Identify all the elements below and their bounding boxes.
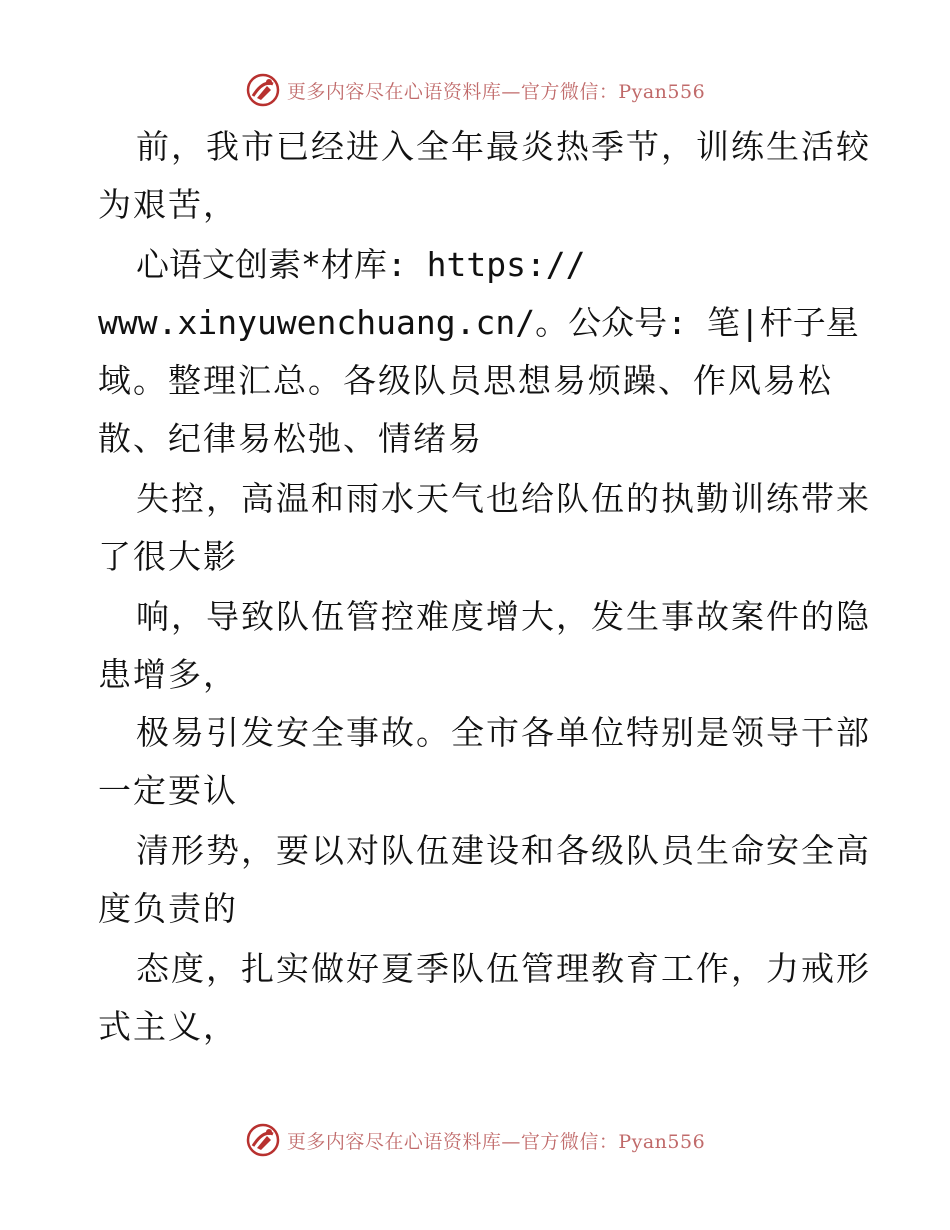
header-banner-text: 更多内容尽在心语资料库—官方微信：Pyan556 — [286, 80, 706, 103]
paragraph-line: 式主义， — [98, 1007, 238, 1046]
paragraph-line: 响，导致队伍管控难度增大，发生事故案件的隐 — [136, 597, 871, 636]
dictionary-logo-icon — [245, 72, 281, 108]
paragraph-line: 前，我市已经进入全年最炎热季节，训练生活较 — [136, 127, 871, 166]
paragraph-line: 心语文创素*材库: https:// — [136, 245, 586, 284]
footer-banner — [0, 1118, 950, 1162]
dictionary-logo-icon — [245, 1122, 281, 1158]
header-banner — [0, 68, 950, 112]
footer-banner-text: 更多内容尽在心语资料库—官方微信：Pyan556 — [286, 1130, 706, 1153]
paragraph-line: 为艰苦， — [98, 185, 238, 224]
paragraph-line: 了很大影 — [98, 537, 238, 576]
paragraph-line: 度负责的 — [98, 889, 238, 928]
paragraph-line: 清形势，要以对队伍建设和各级队员生命安全高 — [136, 831, 871, 870]
paragraph-line: 一定要认 — [98, 771, 238, 810]
paragraph-line: 域。整理汇总。各级队员思想易烦躁、作风易松 — [98, 361, 833, 400]
paragraph-line: 散、纪律易松弛、情绪易 — [98, 419, 483, 458]
paragraph-line: www.xinyuwenchuang.cn/。公众号: 笔|杆子星 — [98, 303, 859, 342]
paragraph-line: 失控，高温和雨水天气也给队伍的执勤训练带来 — [136, 479, 871, 518]
paragraph-line: 极易引发安全事故。全市各单位特别是领导干部 — [136, 713, 871, 752]
paragraph-line: 患增多， — [98, 655, 238, 694]
paragraph-line: 态度，扎实做好夏季队伍管理教育工作，力戒形 — [136, 949, 871, 988]
